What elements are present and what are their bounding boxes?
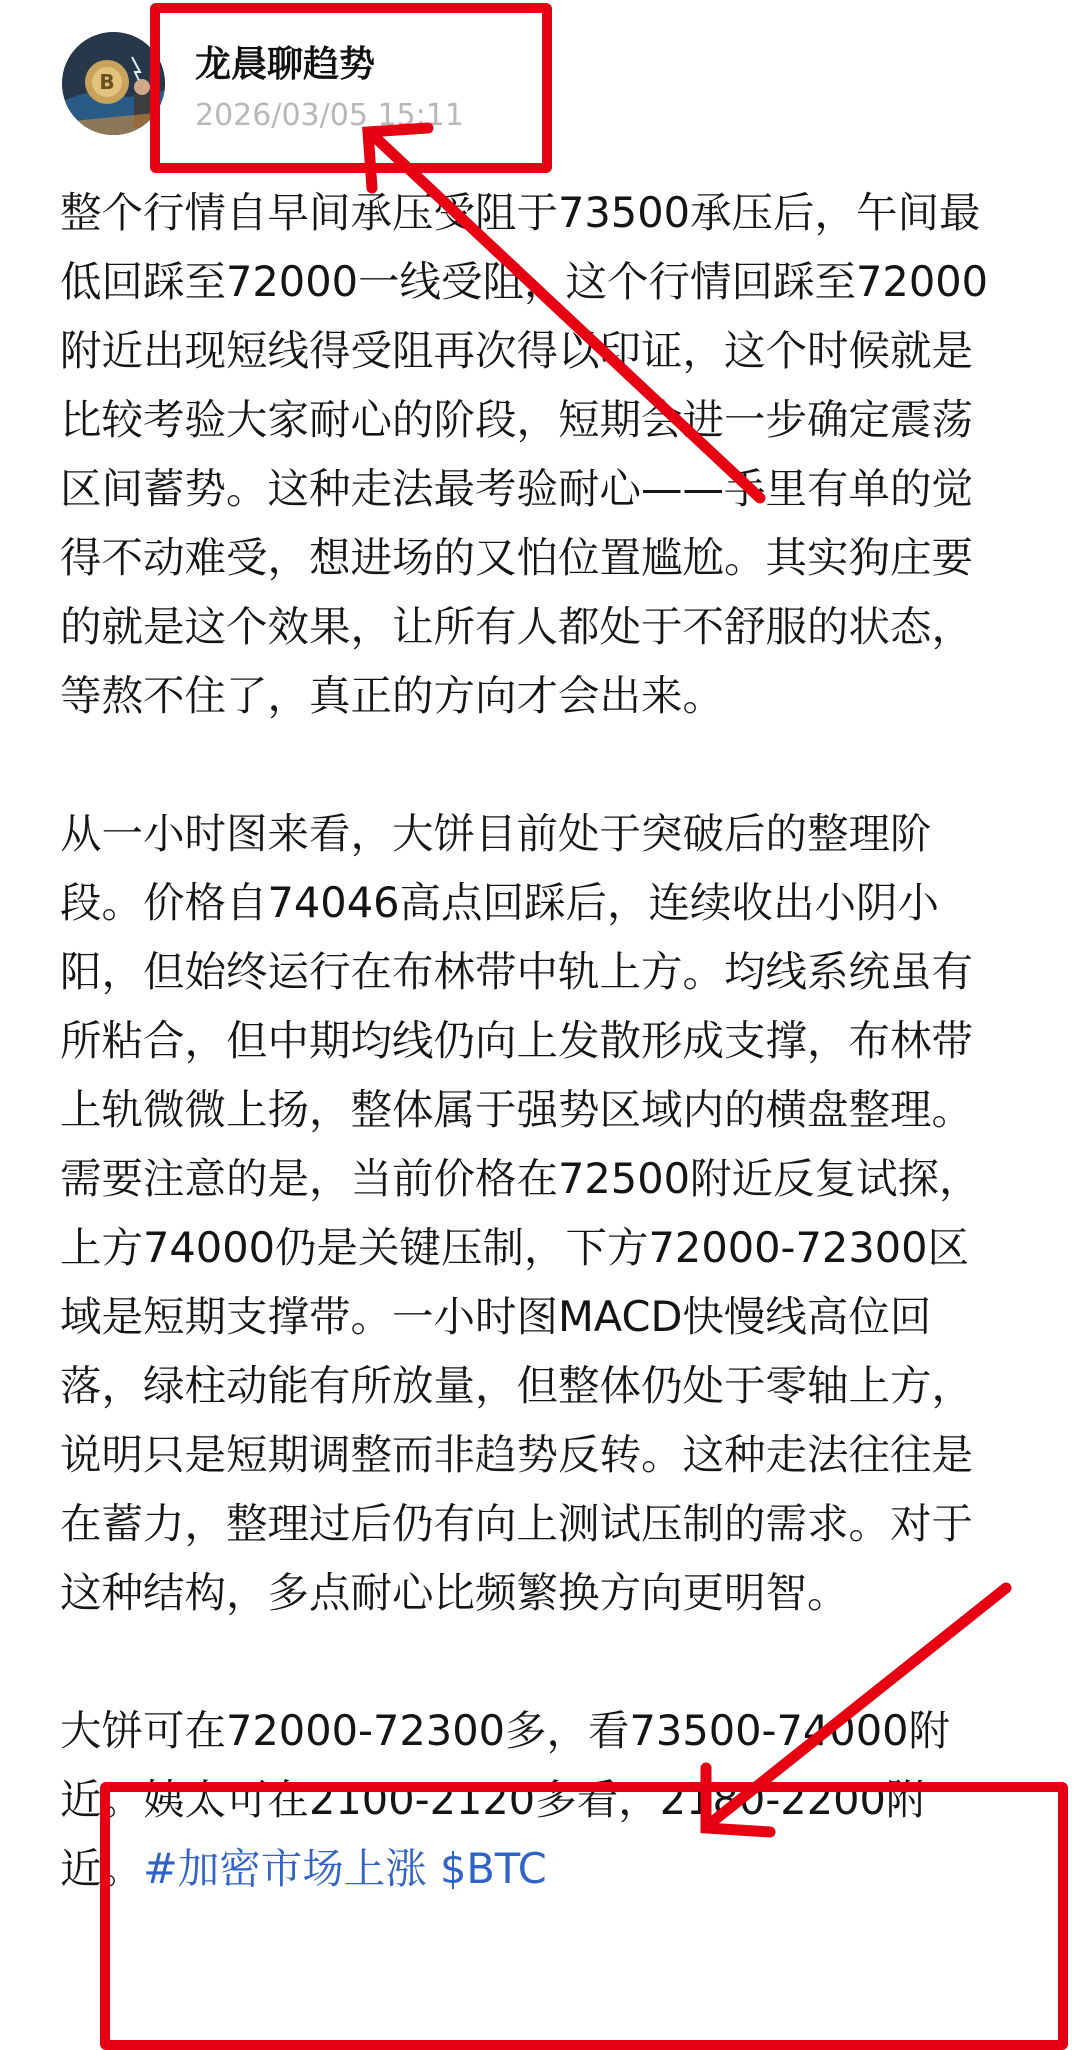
paragraph-hourly-analysis: 从一小时图来看，大饼目前处于突破后的整理阶段。价格自74046高点回踩后，连续收出小阴小阳，但始终运行在布林带中轨上方。均线系统虽有所粘合，但中期均线仍向上发散形成支撑，布林带上轨微微上扬，整体属于强势区域内的横盘整理。需要注意的是，当前价格在72500附近反复试探，上方74000仍是关键压制，下方72000-72300区域是短期支撑带。一小时图MACD快慢线高位回落，绿柱动能有所放量，但整体仍处于零轴上方，说明只是短期调整而非趋势反转。这种走法往往是在蓄力，整理过后仍有向上测试压制的需求。对于这种结构，多点耐心比频繁换方向更明智。: [60, 809, 981, 1617]
avatar-image: [62, 32, 165, 135]
post-timestamp: 2026/03/05 15:11: [195, 98, 464, 133]
svg-text:B: B: [99, 70, 115, 94]
hashtag-link[interactable]: #加密市场上涨: [143, 1844, 427, 1893]
author-name[interactable]: 龙晨聊趋势: [195, 44, 376, 85]
post-header: [0, 0, 1080, 165]
cashtag-link[interactable]: $BTC: [440, 1844, 547, 1893]
article-body: [60, 178, 1010, 1903]
avatar[interactable]: [62, 32, 165, 135]
trade-plan-text: 大饼可在72000-72300多，看73500-74000附近。姨太可在2100-2120多看，2180-2200附近。: [60, 1706, 951, 1893]
paragraph-intraday: 整个行情自早间承压受阻于73500承压后，午间最低回踩至72000一线受阻，这个行情回踩至72000附近出现短线得受阻再次得以印证，这个时候就是比较考验大家耐心的阶段，短期会进一步确定震荡区间蓄势。这种走法最考验耐心——手里有单的觉得不动难受，想进场的又怕位置尴尬。其实狗庄要的就是这个效果，让所有人都处于不舒服的状态，等熬不住了，真正的方向才会出来。: [60, 188, 989, 720]
paragraph-trade-plan: [60, 1696, 1010, 1903]
